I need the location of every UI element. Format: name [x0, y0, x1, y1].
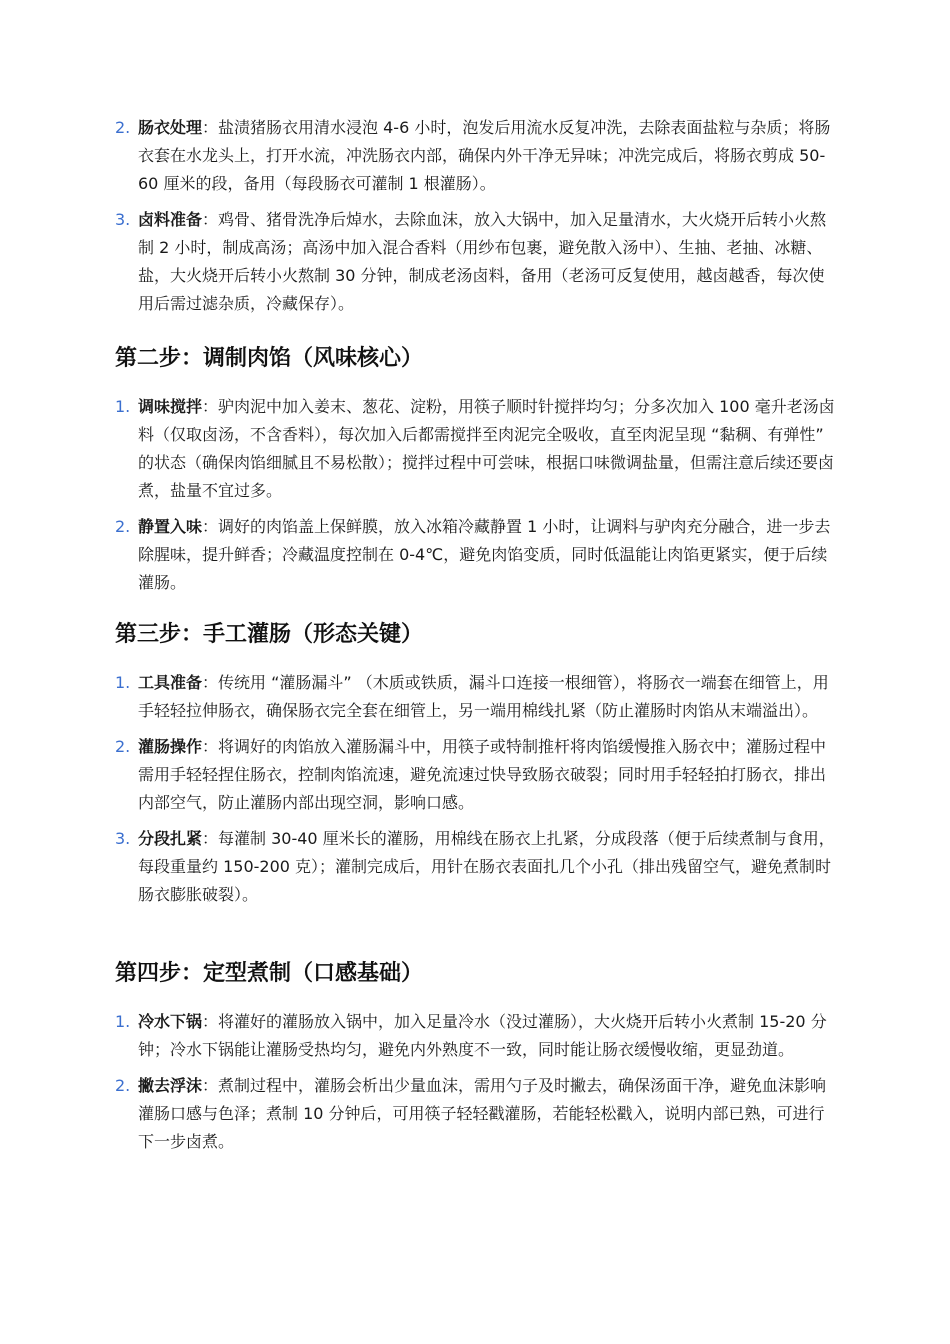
list-number: 3.: [115, 829, 131, 848]
list-number: 2.: [115, 118, 131, 137]
item-text: 传统用 “灌肠漏斗” （木质或铁质，漏斗口连接一根细管），将肠衣一端套在细管上，用手轻轻拉伸肠衣，确保肠衣完全套在细管上，另一端用棉线扎紧（防止灌肠时肉馅从末端溢出）。: [138, 673, 829, 720]
term-separator: ：: [202, 210, 219, 229]
item-term: 卤料准备: [138, 210, 203, 229]
term-separator: ：: [202, 1076, 219, 1095]
list-item: [115, 513, 840, 597]
step1-continued-section: [115, 114, 840, 318]
item-term: 冷水下锅: [138, 1012, 203, 1031]
list-number: 1.: [115, 397, 131, 416]
step2-heading: 第二步：调制肉馅（风味核心）: [115, 346, 424, 371]
step2-list: [115, 393, 840, 597]
list-number: 1.: [115, 673, 131, 692]
item-term: 分段扎紧: [138, 829, 203, 848]
item-term: 肠衣处理: [138, 118, 203, 137]
step4-list: [115, 1008, 840, 1156]
term-separator: ：: [202, 829, 219, 848]
term-separator: ：: [202, 737, 219, 756]
item-text: 鸡骨、猪骨洗净后焯水，去除血沫，放入大锅中，加入足量清水，大火烧开后转小火熬制 2 小时，制成高汤；高汤中加入混合香料（用纱布包裹，避免散入汤中）、生抽、老抽、冰糖、盐，大火烧开后转小火熬制 30 分钟，制成老汤卤料，备用（老汤可反复使用，越卤越香，每次使用后需过滤杂质，冷藏保存）。: [138, 210, 827, 313]
item-text: 将灌好的灌肠放入锅中，加入足量冷水（没过灌肠），大火烧开后转小火煮制 15-20 分钟；冷水下锅能让灌肠受热均匀，避免内外熟度不一致，同时能让肠衣缓慢收缩，更显劲道。: [138, 1012, 827, 1059]
term-separator: ：: [202, 517, 219, 536]
item-term: 工具准备: [138, 673, 203, 692]
item-text: 驴肉泥中加入姜末、葱花、淀粉，用筷子顺时针搅拌均匀；分多次加入 100 毫升老汤卤料（仅取卤汤，不含香料），每次加入后都需搅拌至肉泥完全吸收，直至肉泥呈现 “黏稠、有弹性” 的状态（确保肉馅细腻且不易松散）；搅拌过程中可尝味，根据口味微调盐量，但需注意后续还要卤煮，盐量不宜过多。: [138, 397, 835, 500]
step3-section: [115, 619, 840, 909]
step1-list: [115, 114, 840, 318]
step4-heading: 第四步：定型煮制（口感基础）: [115, 961, 424, 986]
item-term: 灌肠操作: [138, 737, 203, 756]
item-text: 盐渍猪肠衣用清水浸泡 4-6 小时，泡发后用流水反复冲洗，去除表面盐粒与杂质；将肠衣套在水龙头上，打开水流，冲洗肠衣内部，确保内外干净无异味；冲洗完成后，将肠衣剪成 50-60 厘米的段，备用（每段肠衣可灌制 1 根灌肠）。: [138, 118, 831, 193]
term-separator: ：: [202, 1012, 219, 1031]
list-number: 2.: [115, 737, 131, 756]
list-number: 1.: [115, 1012, 131, 1031]
term-separator: ：: [202, 118, 219, 137]
list-item: [115, 1072, 840, 1156]
item-text: 煮制过程中，灌肠会析出少量血沫，需用勺子及时撇去，确保汤面干净，避免血沫影响灌肠口感与色泽；煮制 10 分钟后，可用筷子轻轻戳灌肠，若能轻松戳入，说明内部已熟，可进行下一步卤煮。: [138, 1076, 827, 1151]
list-number: 2.: [115, 517, 131, 536]
list-item: [115, 825, 840, 909]
step3-list: [115, 669, 840, 909]
list-item: [115, 1008, 840, 1064]
term-separator: ：: [202, 397, 219, 416]
list-item: [115, 669, 840, 725]
item-text: 将调好的肉馅放入灌肠漏斗中，用筷子或特制推杆将肉馅缓慢推入肠衣中；灌肠过程中需用手轻轻捏住肠衣，控制肉馅流速，避免流速过快导致肠衣破裂；同时用手轻轻拍打肠衣，排出内部空气，防止灌肠内部出现空洞，影响口感。: [138, 737, 827, 812]
step4-section: [115, 958, 840, 1156]
list-number: 3.: [115, 210, 131, 229]
item-term: 静置入味: [138, 517, 203, 536]
step3-heading: 第三步：手工灌肠（形态关键）: [115, 622, 424, 647]
item-term: 撇去浮沫: [138, 1076, 203, 1095]
item-term: 调味搅拌: [138, 397, 203, 416]
item-text: 每灌制 30-40 厘米长的灌肠，用棉线在肠衣上扎紧，分成段落（便于后续煮制与食用，每段重量约 150-200 克）；灌制完成后，用针在肠衣表面扎几个小孔（排出残留空气，避免煮制时肠衣膨胀破裂）。: [138, 829, 835, 904]
item-text: 调好的肉馅盖上保鲜膜，放入冰箱冷藏静置 1 小时，让调料与驴肉充分融合，进一步去除腥味，提升鲜香；冷藏温度控制在 0-4℃，避免肉馅变质，同时低温能让肉馅更紧实，便于后续灌肠。: [138, 517, 831, 592]
list-number: 2.: [115, 1076, 131, 1095]
list-item: [115, 206, 840, 318]
list-item: [115, 114, 840, 198]
term-separator: ：: [202, 673, 219, 692]
list-item: [115, 393, 840, 505]
step2-section: [115, 343, 840, 597]
list-item: [115, 733, 840, 817]
